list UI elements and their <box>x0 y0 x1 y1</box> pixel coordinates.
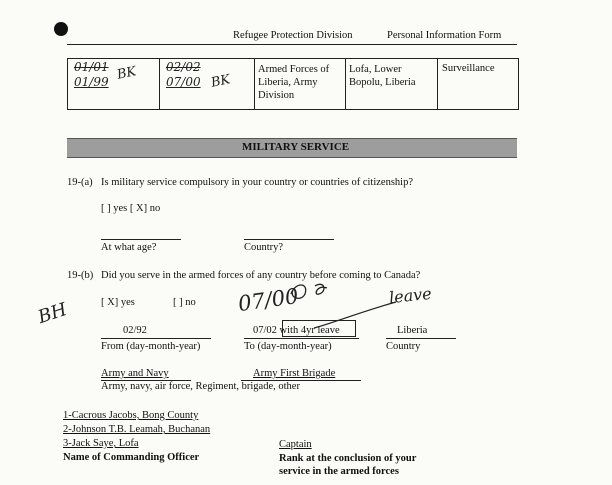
commanding-officer-label: Name of Commanding Officer <box>63 452 200 463</box>
date-to-struck: 02/02 <box>166 60 201 74</box>
location-cell: Lofa, Lower Bopolu, Liberia <box>349 64 416 88</box>
unit-value: Army First Brigade <box>253 368 336 379</box>
date-to: 07/00 <box>166 75 201 89</box>
q19a-country-label: Country? <box>244 242 284 253</box>
q19b-number: 19-(b) <box>67 270 94 281</box>
rank-label-line2: service in the armed forces <box>279 466 399 477</box>
q19a-answer: [ ] yes [ X] no <box>101 203 161 214</box>
to-value-box <box>282 320 356 337</box>
q19b-no-option: [ ] no <box>173 297 196 308</box>
branch-value: Army and Navy <box>101 368 169 379</box>
margin-initials: BH <box>35 299 70 328</box>
initials-from: BK <box>115 64 138 83</box>
to-value: 07/02 with 4yr leave <box>253 325 340 336</box>
q19b-text: Did you serve in the armed forces of any country before coming to Canada? <box>101 270 421 281</box>
header-form-name: Personal Information Form <box>387 30 502 41</box>
commanding-officer-1: 1-Cacrous Jacobs, Bong County <box>63 410 199 421</box>
header-rule <box>67 44 517 45</box>
date-from: 01/99 <box>74 75 109 89</box>
branch-label: Army, navy, air force, Regiment, brigade, other <box>101 381 300 392</box>
organization-cell: Armed Forces of Liberia, Army Division <box>258 64 330 101</box>
handwritten-leave: leave <box>388 283 433 308</box>
from-value: 02/92 <box>123 325 147 336</box>
punch-hole <box>54 22 68 36</box>
commanding-officer-3: 3-Jack Saye, Lofa <box>63 438 139 449</box>
country-value: Liberia <box>397 325 428 336</box>
q19a-number: 19-(a) <box>67 177 93 188</box>
q19b-yes-option: [ X] yes <box>101 297 135 308</box>
date-from-struck: 01/01 <box>74 60 109 74</box>
country-label: Country <box>386 341 421 352</box>
role-cell: Surveillance <box>442 63 495 74</box>
section-title: MILITARY SERVICE <box>242 141 350 153</box>
rank-value: Captain <box>279 439 312 450</box>
header-division: Refugee Protection Division <box>233 30 353 41</box>
initials-to: BK <box>209 72 232 91</box>
handwritten-to-date: 07/00 <box>236 283 300 317</box>
from-label: From (day-month-year) <box>101 341 201 352</box>
commanding-officer-2: 2-Johnson T.B. Leamah, Buchanan <box>63 424 211 435</box>
q19a-age-label: At what age? <box>101 242 157 253</box>
rank-label-line1: Rank at the conclusion of your <box>279 453 417 464</box>
to-label: To (day-month-year) <box>244 341 332 352</box>
q19a-text: Is military service compulsory in your country or countries of citizenship? <box>101 177 414 188</box>
